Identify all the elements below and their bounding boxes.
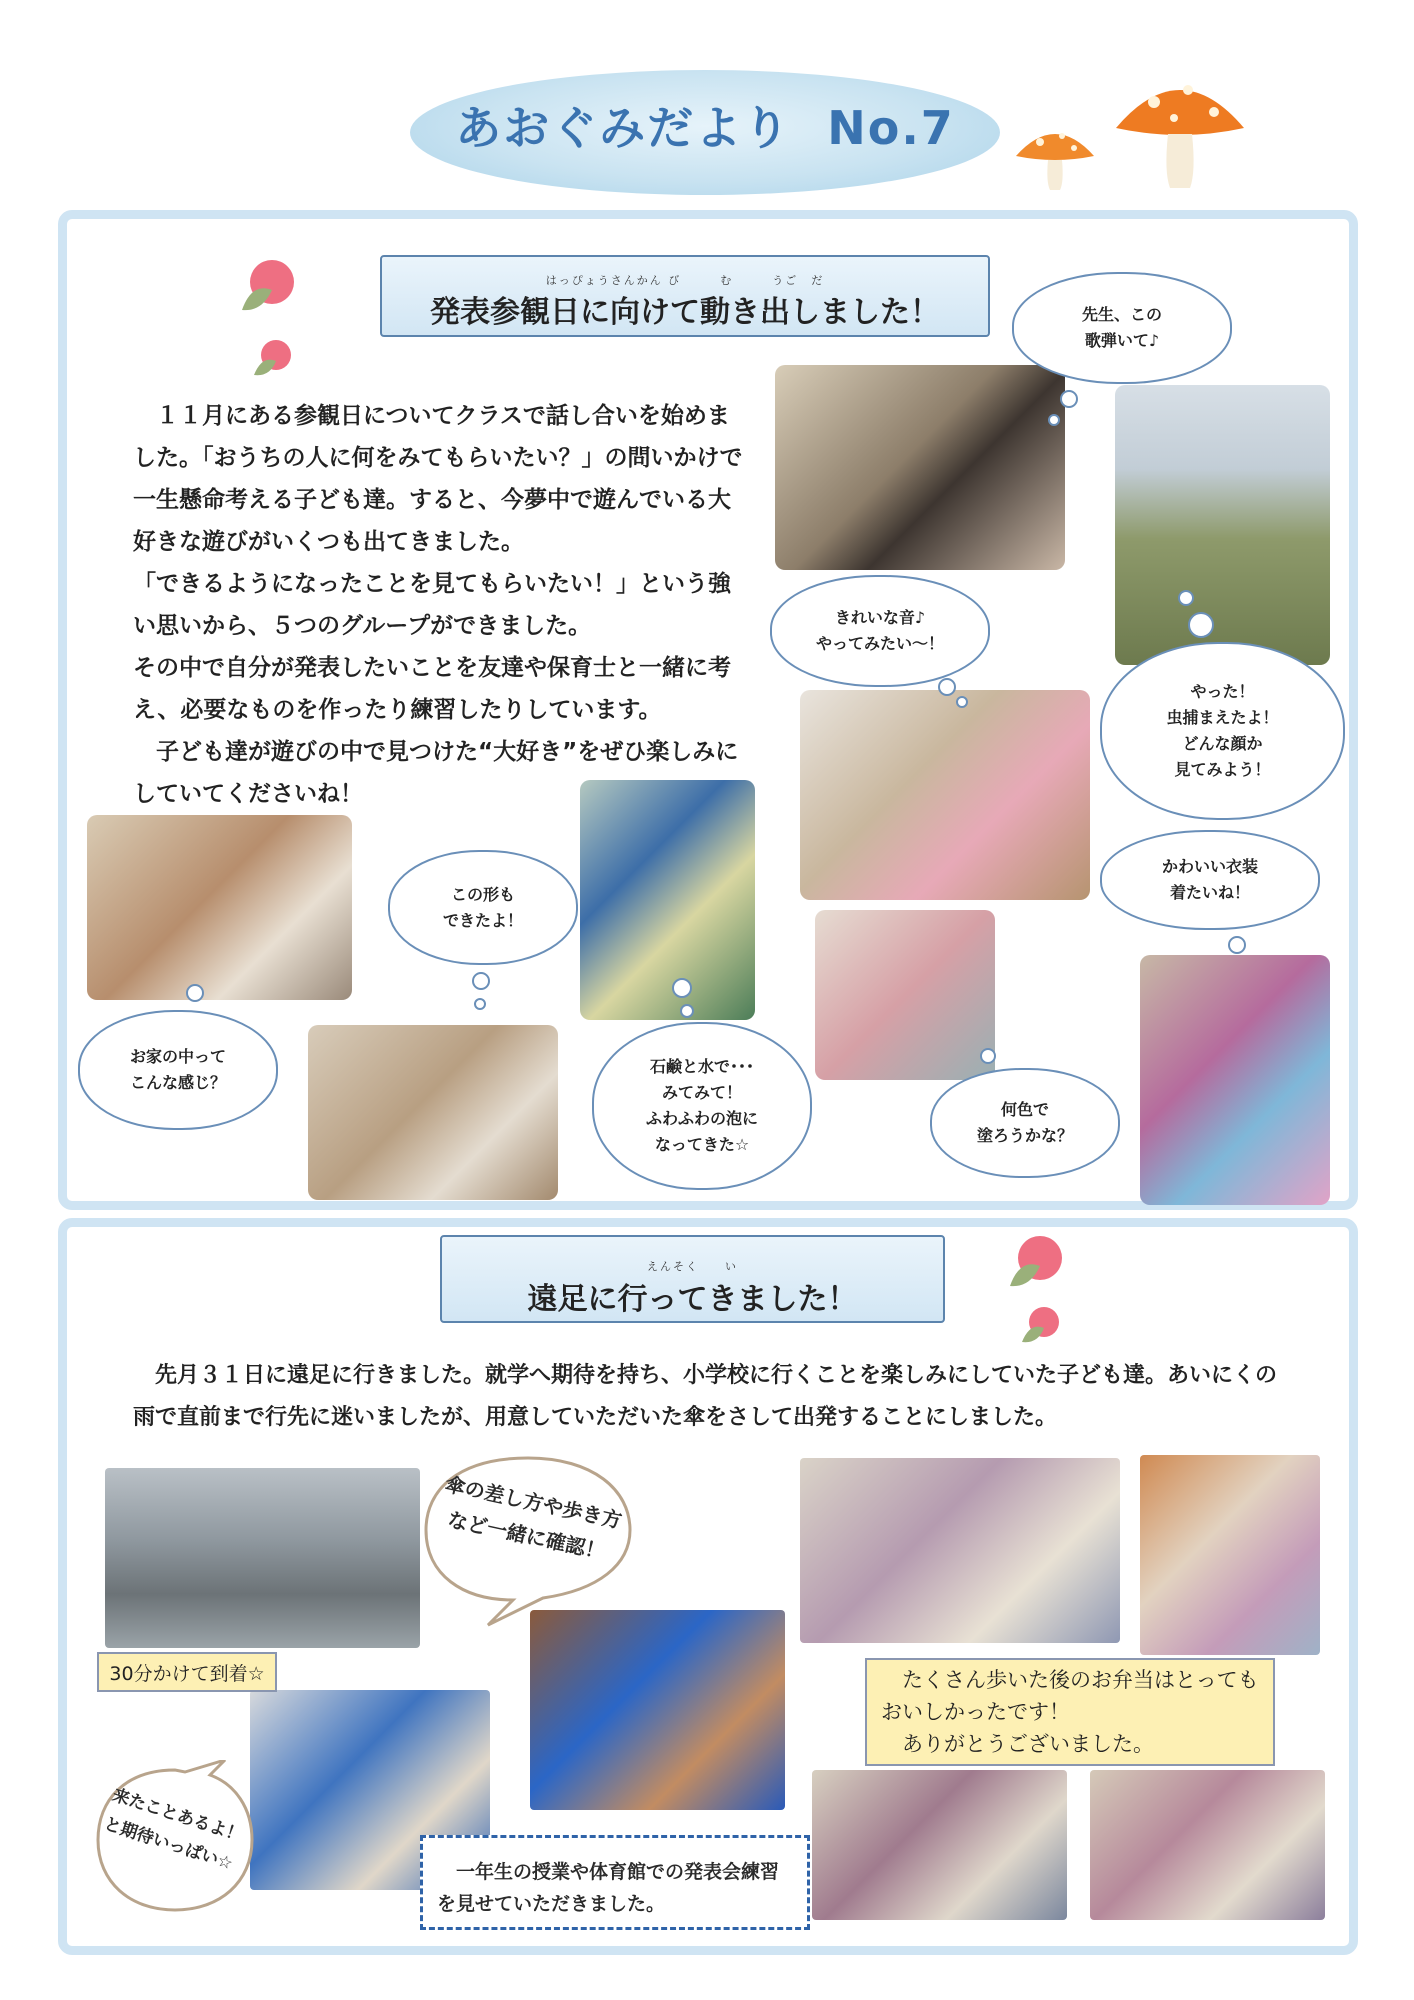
section2-heading-ruby: えんそく い bbox=[647, 1260, 738, 1273]
photo-soap-bubbles bbox=[580, 780, 755, 1020]
photo-drawing bbox=[87, 815, 352, 1000]
page-title: あおぐみだより No.7 bbox=[455, 101, 955, 155]
thought-dot bbox=[1060, 390, 1078, 408]
photo-street-umbrellas bbox=[105, 1468, 420, 1648]
thought-dot bbox=[956, 696, 968, 708]
section2-text: 先月３１日に遠足に行きました。就学へ期待を持ち、小学校に行くことを楽しみにしていた子ども達。あいにくの雨で直前まで行先に迷いましたが、用意していただいた傘をさして出発することにしました。 bbox=[133, 1363, 1278, 1430]
photo-building-blocks bbox=[308, 1025, 558, 1200]
lunch-note: たくさん歩いた後のお弁当はとってもおいしかったです！ ありがとうございました。 bbox=[865, 1658, 1275, 1766]
thought-dot bbox=[680, 1004, 694, 1018]
section1-heading: 発表参観日に向けて動き出しました！ bbox=[430, 295, 940, 330]
thought-dot bbox=[1188, 612, 1214, 638]
photo-painting bbox=[815, 910, 995, 1080]
mushroom-icon bbox=[1010, 112, 1100, 192]
bubble-shape: この形も できたよ！ bbox=[388, 850, 578, 965]
photo-lunch-3 bbox=[812, 1770, 1067, 1920]
photo-costume bbox=[1140, 955, 1330, 1205]
photo-gym bbox=[530, 1610, 785, 1810]
photo-piano bbox=[775, 365, 1065, 570]
visit-note: 一年生の授業や体育館での発表会練習を見せていただきました。 bbox=[420, 1835, 810, 1930]
peach-flower-icon bbox=[1016, 1302, 1066, 1352]
peach-flower-icon bbox=[232, 252, 302, 322]
thought-dot bbox=[938, 678, 956, 696]
photo-music-group bbox=[800, 690, 1090, 900]
paragraph: １１月にある参観日についてクラスで話し合いを始めました。「おうちの人に何をみてもらいたい？」の問いかけで一生懸命考える子ども達。すると、今夢中で遊んでいる大好きな遊びがいくつも出てきました。 bbox=[133, 403, 743, 555]
paragraph: 子ども達が遊びの中で見つけた“大好き”をぜひ楽しみにしていてくださいね！ bbox=[133, 739, 739, 807]
thought-dot bbox=[1048, 414, 1060, 426]
photo-bug-catching bbox=[1115, 385, 1330, 665]
section2-heading: 遠足に行ってきました！ bbox=[527, 1282, 858, 1317]
bubble-paint: 何色で 塗ろうかな？ bbox=[930, 1068, 1120, 1178]
photo-lunch-4 bbox=[1090, 1770, 1325, 1920]
mushroom-icon bbox=[1110, 62, 1250, 192]
bubble-house: お家の中って こんな感じ？ bbox=[78, 1010, 278, 1130]
bubble-piano: 先生、この 歌弾いて♪ bbox=[1012, 272, 1232, 384]
section1-text bbox=[133, 395, 743, 815]
bubble-soap: 石鹸と水で･･･ みてみて！ ふわふわの泡に なってきた☆ bbox=[592, 1022, 812, 1190]
photo-lunch-1 bbox=[800, 1458, 1120, 1643]
bubble-sound: きれいな音♪ やってみたい～！ bbox=[770, 575, 990, 687]
came-bubble: 来たことあるよ！ と期待いっぱい☆ bbox=[101, 1785, 246, 1875]
section1-heading-ruby: はっぴょうさんかん び む うご だ bbox=[545, 274, 825, 287]
thought-dot bbox=[1178, 590, 1194, 606]
thought-dot bbox=[1228, 936, 1246, 954]
paragraph: その中で自分が発表したいことを友達や保育士と一緒に考え、必要なものを作ったり練習したりしています。 bbox=[133, 655, 731, 723]
thought-dot bbox=[474, 998, 486, 1010]
bubble-costume: かわいい衣装 着たいね！ bbox=[1100, 830, 1320, 930]
bubble-bug: やった！ 虫捕まえたよ！ どんな顔か 見てみよう！ bbox=[1100, 642, 1345, 820]
thought-dot bbox=[980, 1048, 996, 1064]
thought-dot bbox=[186, 984, 204, 1002]
paragraph: 「できるようになったことを見てもらいたい！」という強い思いから、５つのグループができました。 bbox=[133, 571, 731, 639]
peach-flower-icon bbox=[1000, 1228, 1070, 1298]
umbrella-bubble: 傘の差し方や歩き方 など一緒に確認！ bbox=[443, 1471, 625, 1564]
photo-lunch-2 bbox=[1140, 1455, 1320, 1655]
peach-flower-icon bbox=[248, 335, 298, 385]
thought-dot bbox=[672, 978, 692, 998]
arrival-note: 30分かけて到着☆ bbox=[97, 1652, 277, 1692]
thought-dot bbox=[472, 972, 490, 990]
